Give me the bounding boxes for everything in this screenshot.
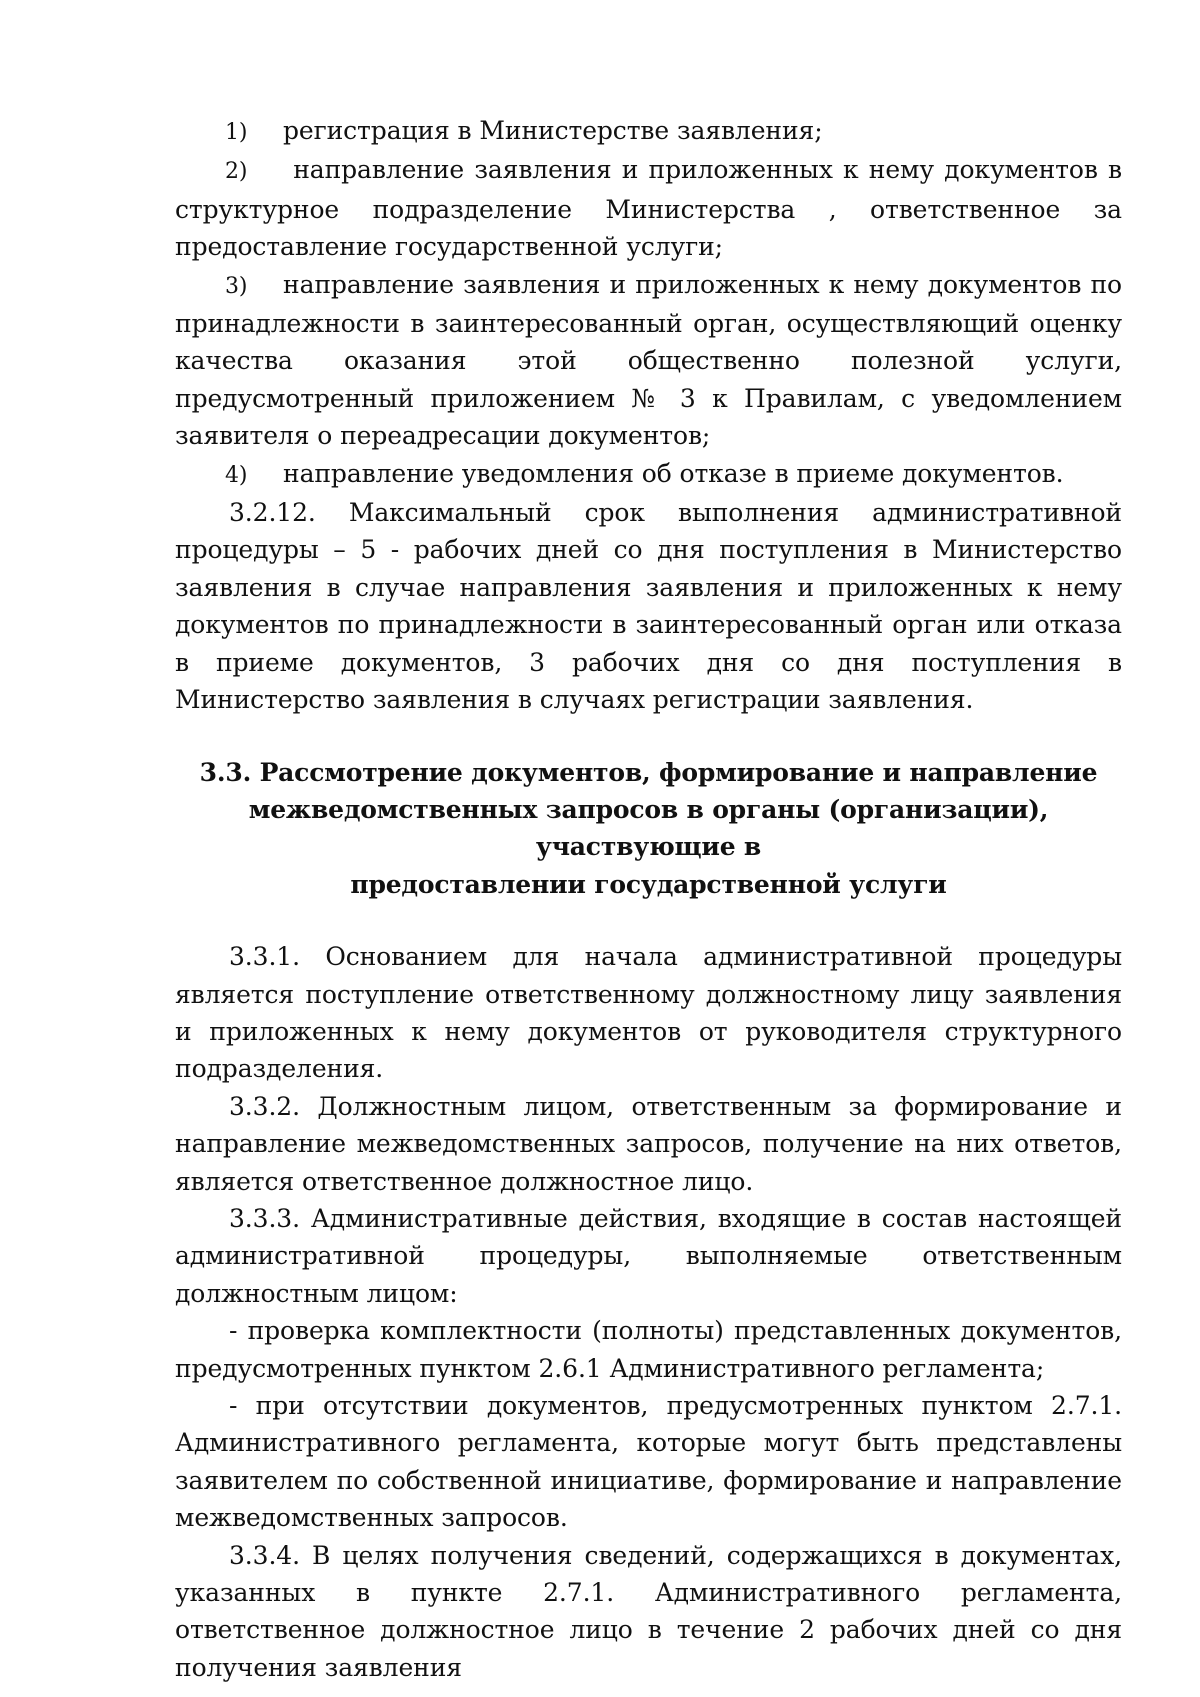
heading-line-1: 3.3. Рассмотрение документов, формирование и направление — [199, 757, 1098, 787]
list-item-1 — [175, 112, 1122, 151]
list-number: 3) — [225, 273, 248, 299]
list-text: направление заявления и приложенных к нему документов по принадлежности в заинтересованный орган, осуществляющий оценку качества оказания этой общественно полезной услуги, предусмотренный приложением № 3 к Правилам, с уведомлением заявителя о переадресации документов; — [175, 269, 1122, 451]
spacer — [175, 719, 1122, 754]
list-number: 1) — [225, 120, 248, 145]
heading-line-3: предоставлении государственной услуги — [350, 869, 947, 899]
dash-item-1: - проверка комплектности (полноты) представленных документов, предусмотренных пунктом 2.6.1 Административного регламента; — [175, 1316, 1122, 1383]
paragraph-3-2-12: 3.2.12. Максимальный срок выполнения административной процедуры – 5 - рабочих дней со дня поступления в Министерство заявления в случае направления заявления и приложенных к нему документов по принадлежности в заинтересованный орган или отказа в приеме документов, 3 рабочих дня со дня поступления в Министерство заявления в случаях регистрации заявления. — [175, 498, 1122, 715]
list-item-3 — [175, 266, 1122, 455]
heading-line-2: межведомственных запросов в органы (организации), участвующие в — [248, 794, 1049, 862]
document-page — [175, 112, 1122, 1686]
list-number: 4) — [225, 462, 248, 488]
section-heading — [175, 754, 1122, 904]
list-text: направление уведомления об отказе в приеме документов. — [283, 458, 1064, 488]
paragraph-3-3-2: 3.3.2. Должностным лицом, ответственным за формирование и направление межведомственных запросов, получение на них ответов, является ответственное должностное лицо. — [175, 1091, 1122, 1196]
list-text: направление заявления и приложенных к нему документов в структурное подразделение Министерства , ответственное за предоставление государственной услуги; — [175, 155, 1122, 262]
list-item-2 — [175, 151, 1122, 265]
spacer — [175, 903, 1122, 938]
list-number: 2) — [225, 159, 248, 185]
dash-item-2: - при отсутствии документов, предусмотренных пунктом 2.7.1. Административного регламента, которые могут быть представлены заявителем по собственной инициативе, формирование и направление межведомственных запросов. — [175, 1391, 1122, 1533]
paragraph-3-3-3: 3.3.3. Административные действия, входящие в состав настоящей административной процедуры, выполняемые ответственным должностным лицом: — [175, 1203, 1122, 1308]
paragraph-3-3-1: 3.3.1. Основанием для начала административной процедуры является поступление ответственному должностному лицу заявления и приложенных к нему документов от руководителя структурного подразделения. — [175, 942, 1122, 1084]
paragraph-3-3-4: 3.3.4. В целях получения сведений, содержащихся в документах, указанных в пункте 2.7.1. Административного регламента, ответственное должностное лицо в течение 2 рабочих дней со дня получения заявления — [175, 1540, 1122, 1682]
list-text: регистрация в Министерстве заявления; — [283, 116, 823, 145]
list-item-4 — [175, 455, 1122, 494]
